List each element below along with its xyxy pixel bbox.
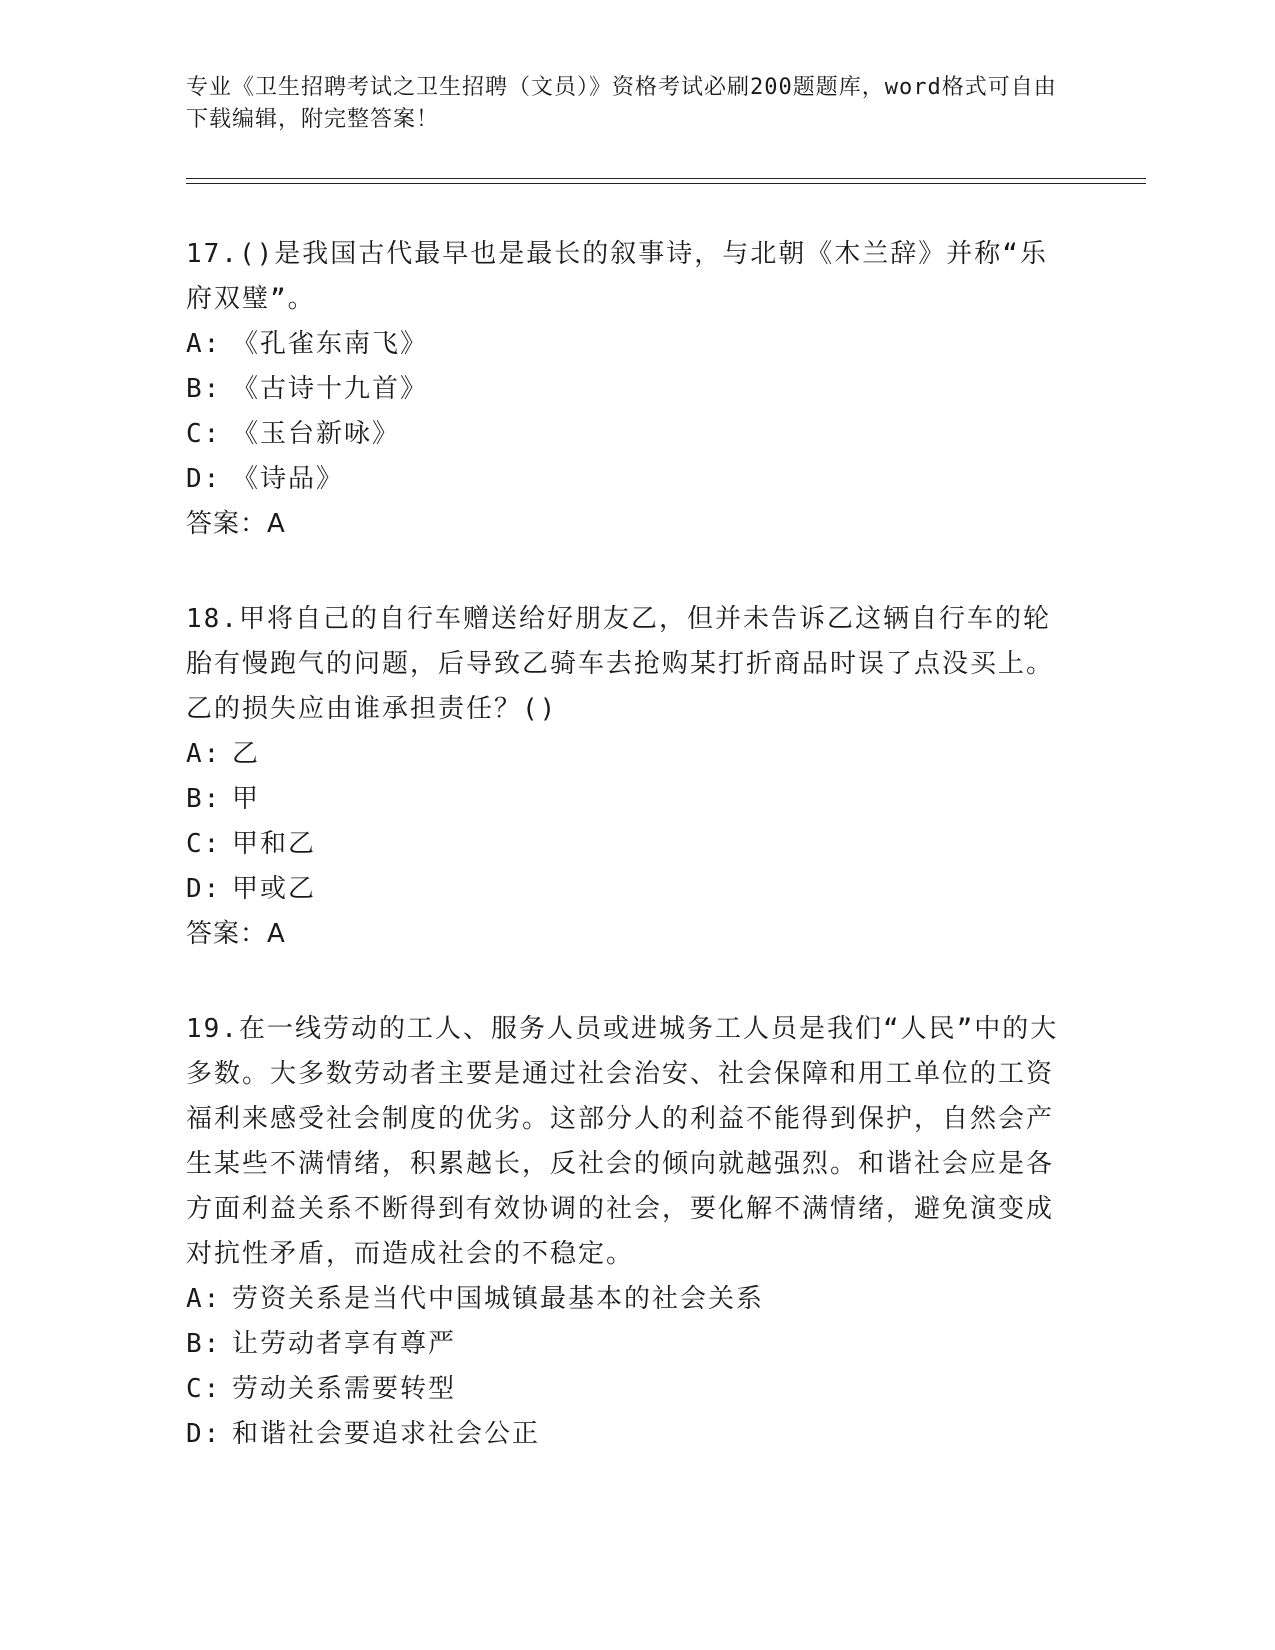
option-letter: D:: [186, 874, 222, 904]
question-item: [186, 1007, 1066, 1457]
option-text: 《孔雀东南飞》: [232, 329, 429, 359]
option-letter: C:: [186, 419, 222, 449]
option-letter: B:: [186, 784, 222, 814]
option-d: [186, 867, 1066, 912]
option-letter: B:: [186, 1329, 222, 1359]
option-c: [186, 412, 1066, 457]
option-text: 《玉台新咏》: [232, 419, 401, 449]
document-header: 专业《卫生招聘考试之卫生招聘（文员）》资格考试必刷200题题库，word格式可自由下载编辑，附完整答案！: [186, 75, 1057, 132]
option-letter: C:: [186, 1374, 222, 1404]
option-a: [186, 322, 1066, 367]
option-letter: D:: [186, 1419, 222, 1449]
question-item: [186, 597, 1066, 957]
option-d: [186, 1412, 1066, 1457]
option-b: [186, 367, 1066, 412]
option-c: [186, 1367, 1066, 1412]
option-d: [186, 457, 1066, 502]
option-text: 甲: [232, 784, 261, 814]
option-b: [186, 1322, 1066, 1367]
option-text: 《古诗十九首》: [232, 374, 429, 404]
option-text: 劳动关系需要转型: [232, 1374, 457, 1404]
option-text: 劳资关系是当代中国城镇最基本的社会关系: [232, 1284, 765, 1314]
question-list: [186, 232, 1066, 1507]
option-text: 甲和乙: [232, 829, 317, 859]
option-letter: C:: [186, 829, 222, 859]
option-a: [186, 1277, 1066, 1322]
option-b: [186, 777, 1066, 822]
option-letter: A:: [186, 329, 222, 359]
option-c: [186, 822, 1066, 867]
option-text: 和谐社会要追求社会公正: [232, 1419, 541, 1449]
option-text: 乙: [232, 739, 261, 769]
question-item: [186, 232, 1066, 547]
header-divider-bottom: [186, 183, 1146, 184]
answer-text: 答案：A: [186, 509, 286, 539]
option-text: 《诗品》: [232, 464, 345, 494]
option-a: [186, 732, 1066, 777]
question-text: 19.在一线劳动的工人、服务人员或进城务工人员是我们“人民”中的大多数。大多数劳动者主要是通过社会治安、社会保障和用工单位的工资福利来感受社会制度的优劣。这部分人的利益不能得到保护，自然会产生某些不满情绪，积累越长，反社会的倾向就越强烈。和谐社会应是各方面利益关系不断得到有效协调的社会，要化解不满情绪，避免演变成对抗性矛盾，而造成社会的不稳定。: [186, 1014, 1059, 1269]
option-letter: B:: [186, 374, 222, 404]
option-letter: A:: [186, 739, 222, 769]
option-letter: D:: [186, 464, 222, 494]
question-text: 17.()是我国古代最早也是最长的叙事诗，与北朝《木兰辞》并称“乐府双璧”。: [186, 239, 1048, 314]
header-divider-top: [186, 178, 1146, 179]
question-text: 18.甲将自己的自行车赠送给好朋友乙，但并未告诉乙这辆自行车的轮胎有慢跑气的问题，后导致乙骑车去抢购某打折商品时误了点没买上。乙的损失应由谁承担责任？(): [186, 604, 1055, 724]
answer-text: 答案：A: [186, 919, 286, 949]
option-letter: A:: [186, 1284, 222, 1314]
option-text: 让劳动者享有尊严: [232, 1329, 457, 1359]
option-text: 甲或乙: [232, 874, 317, 904]
